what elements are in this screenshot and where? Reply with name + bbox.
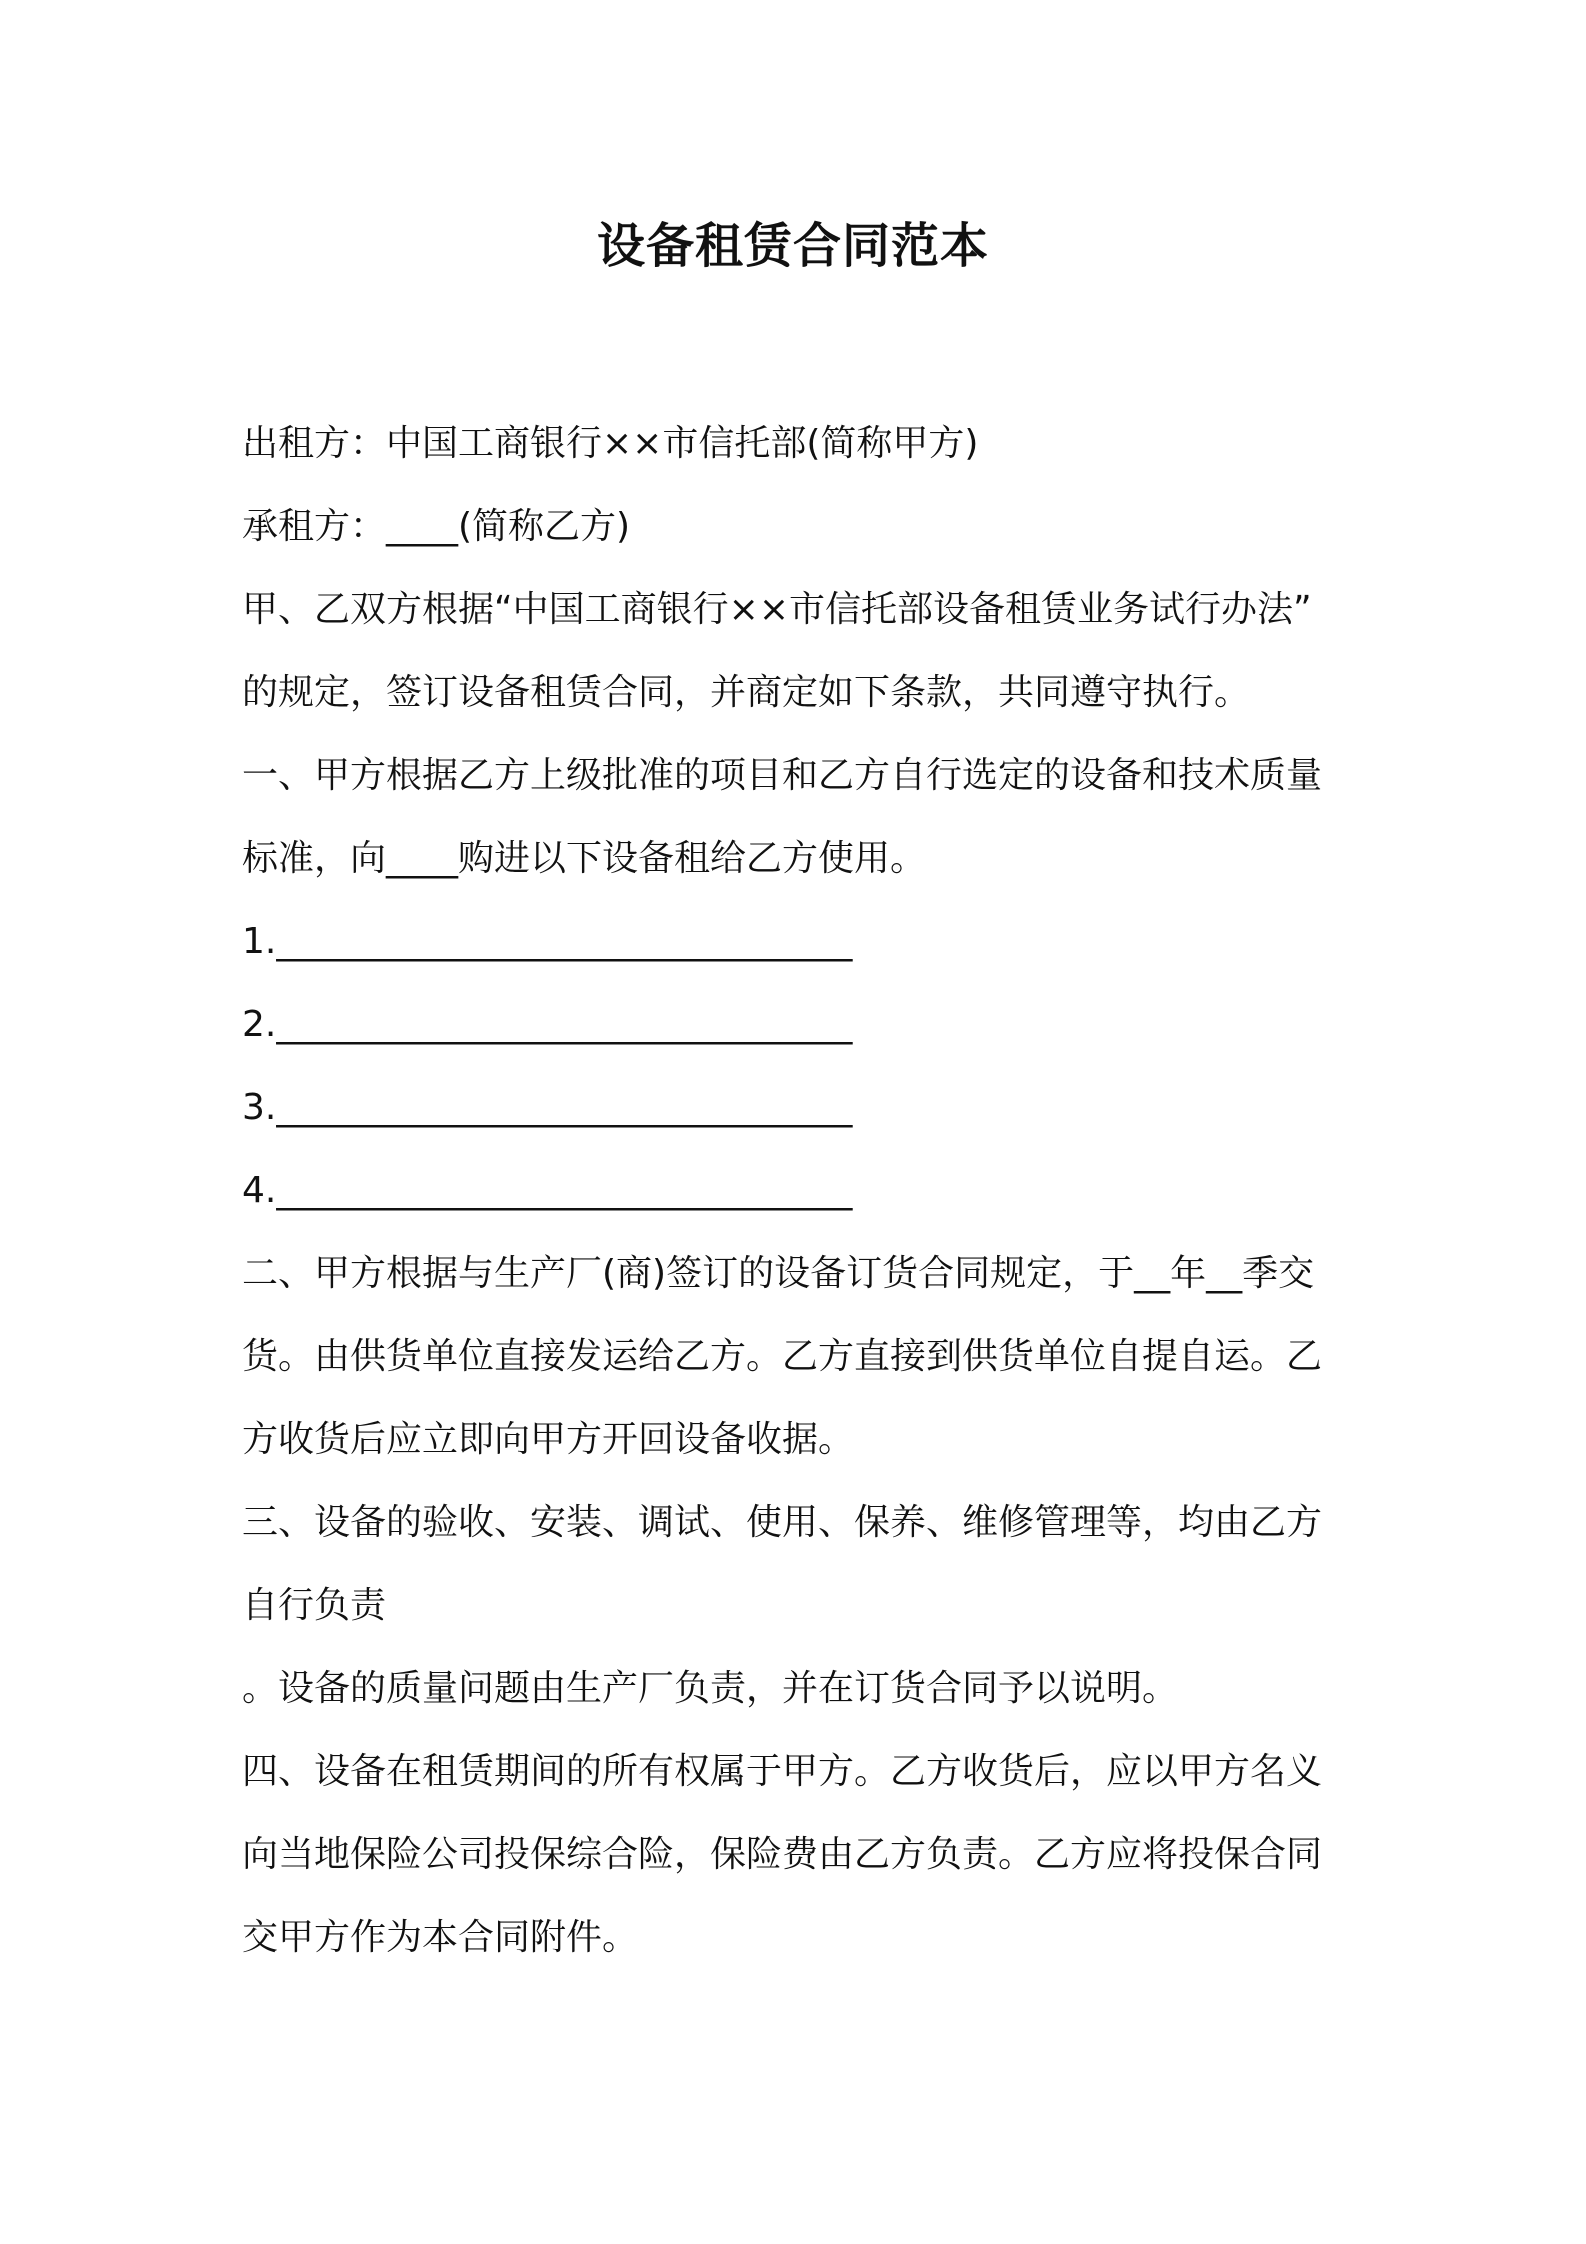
equipment-item-1: 1.________________________________ — [242, 921, 853, 962]
equipment-item-4: 4.________________________________ — [242, 1170, 853, 1211]
clause-2-line-3: 方收货后应立即向甲方开回设备收据。 — [242, 1419, 855, 1460]
clause-2-line-1: 二、甲方根据与生产厂(商)签订的设备订货合同规定，于__年__季交 — [242, 1253, 1315, 1294]
lessee-line: 承租方：____(简称乙方) — [242, 506, 631, 547]
clause-3-line-1: 三、设备的验收、安装、调试、使用、保养、维修管理等，均由乙方 — [242, 1502, 1323, 1543]
preamble-line-1: 甲、乙双方根据“中国工商银行××市信托部设备租赁业务试行办法” — [242, 589, 1312, 630]
clause-1-line-1: 一、甲方根据乙方上级批准的项目和乙方自行选定的设备和技术质量 — [242, 755, 1323, 796]
lessor-line: 出租方：中国工商银行××市信托部(简称甲方) — [242, 423, 979, 464]
clause-4-line-1: 四、设备在租赁期间的所有权属于甲方。乙方收货后，应以甲方名义 — [242, 1751, 1323, 1792]
clause-3-line-3: 。设备的质量问题由生产厂负责，并在订货合同予以说明。 — [242, 1668, 1179, 1709]
equipment-item-2: 2.________________________________ — [242, 1004, 853, 1045]
clause-2-line-2: 货。由供货单位直接发运给乙方。乙方直接到供货单位自提自运。乙 — [242, 1336, 1323, 1377]
document-title: 设备租赁合同范本 — [596, 218, 989, 274]
clause-1-line-2: 标准，向____购进以下设备租给乙方使用。 — [242, 838, 927, 879]
clause-3-line-2: 自行负责 — [242, 1585, 387, 1626]
clause-4-line-3: 交甲方作为本合同附件。 — [242, 1917, 639, 1958]
clause-4-line-2: 向当地保险公司投保综合险，保险费由乙方负责。乙方应将投保合同 — [242, 1834, 1323, 1875]
document-body — [242, 402, 1362, 1979]
preamble-line-2: 的规定，签订设备租赁合同，并商定如下条款，共同遵守执行。 — [242, 672, 1251, 713]
equipment-item-3: 3.________________________________ — [242, 1087, 853, 1128]
